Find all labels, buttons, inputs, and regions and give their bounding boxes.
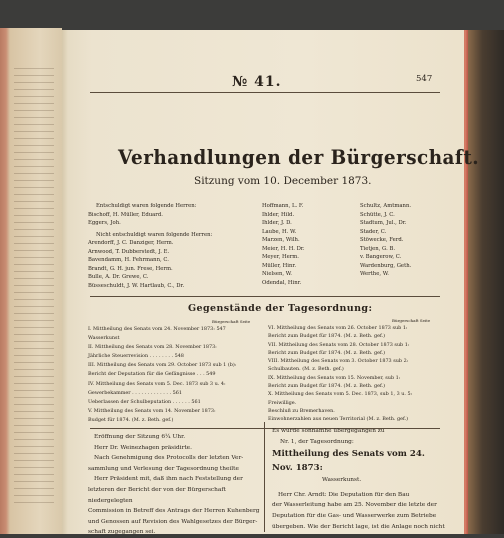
agenda-item: VIII. Mittheilung des Senats vom 3. October 1873 sub 2: [268, 358, 409, 365]
unexcused-line: Büsseschuldt, J. W. Hartlaub, C., Dr. [88, 282, 185, 289]
name-entry: Werthe, W. [360, 271, 389, 277]
motion-subheading: Wasserkunst. [322, 477, 362, 484]
agenda-item: Einwohnerzahlen aus neuen Territorial (M. z. Beth. gef.) [268, 416, 409, 423]
excused-line: Eggers, Joh. [88, 220, 121, 226]
agenda-right [268, 324, 444, 424]
body-line: Nach Genehmigung des Protocolls der letzten Ver- [94, 455, 244, 462]
agenda-item: I. Mittheilung des Senats vom 24. November 1873: 547 [88, 326, 226, 332]
previous-page-edge [0, 28, 62, 534]
issue-number: № 41. [232, 74, 282, 90]
body-line: letzteren der Bericht der von der Bürgerschaft niedergelegten [88, 486, 226, 504]
unexcused-line: Brandt, G. H. jun. Frese, Herm. [88, 265, 173, 272]
body-line: Eröffnung der Sitzung 6¼ Uhr. [94, 434, 186, 440]
name-entry: Müller, Hinr. [262, 262, 297, 269]
agenda-column-label-right: Bürgerschaft Seite [392, 318, 431, 323]
agenda-item: Schulbauten. (M. z. Beth. gef.) [268, 366, 344, 373]
agenda-column-label-left: Bürgerschaft Seite [212, 319, 251, 324]
name-entry: Ihlder, J. D. [262, 220, 292, 226]
body-line: Deputation für die Gas- und Wasserwerke zum Betriebe [272, 512, 437, 519]
agenda-item: Bericht zum Budget für 1874. (M. z. Beth. gef.) [268, 349, 386, 356]
agenda-item: Bericht zum Budget für 1874. (M. z. Beth. gef.) [268, 333, 386, 340]
agenda-title: Gegenstände der Tagesordnung: [188, 303, 373, 314]
header-rule [90, 92, 440, 93]
attendance-right [360, 202, 450, 279]
body-line: sammlung und Verlesung der Tagesordnung theilte [88, 465, 239, 472]
body-line: schaft zugegangen sei. [88, 529, 156, 536]
document-page [62, 30, 480, 536]
agenda-item: IX. Mittheilung des Senats vom 15. November, sub 1: [268, 374, 401, 381]
body-line: Herr Dr. Weinezhagen präsidirte. [94, 444, 192, 451]
agenda-item: Beschluß zu Bremerhaven. [268, 407, 335, 414]
name-entry: Stadtum, Jul., Dr. [360, 220, 407, 226]
name-entry: Stöwecke, Ferd. [360, 237, 404, 243]
body-line: übergeben. Wie der Bericht lage, ist die Anlage noch nicht [272, 523, 445, 530]
agenda-item: Bericht der Deputation für die Gefängnisse . . . 549 [88, 371, 216, 378]
name-entry: Ihlder, Hild. [262, 211, 295, 218]
page-title: Verhandlungen der Bürgerschaft. [118, 145, 480, 169]
page-subtitle: Sitzung vom 10. December 1873. [194, 175, 372, 187]
motion-heading: Mittheilung des Senats vom 24. Nov. 1873: [272, 449, 425, 474]
agenda-item: Jährliche Steuerrevision . . . . . . . . 548 [88, 353, 184, 360]
body-left [88, 432, 260, 538]
unexcused-line: Arnwood, T. Dubberstedt, J. E. [88, 248, 170, 255]
unexcused-heading: Nicht entschuldigt waren folgende Herren: [96, 231, 213, 238]
agenda-item: III. Mittheilung des Senats vom 29. October 1873 sub 1 (b): [88, 362, 237, 369]
name-entry: Laube, H. W. [262, 228, 297, 235]
name-entry: v. Bangerow, C. [360, 254, 402, 260]
agenda-item: Bericht zum Budget für 1874. (M. z. Beth. gef.) [268, 383, 386, 390]
body-line: Es wurde sonnamhe übergegangen zu [272, 428, 385, 434]
body-line: der Wasserleitung habe am 25. November die letzte der [272, 502, 437, 509]
name-entry: Stader, C. [360, 228, 387, 235]
name-entry: Odendal, Hinr. [262, 279, 302, 286]
agenda-item: VI. Mittheilung des Senats vom 26. October 1873 sub 1: [268, 325, 408, 331]
name-entry: Schultz, Amtmann. [360, 203, 412, 209]
agenda-item: Ueberlassen der Schulbeputation . . . . . . 561 [88, 398, 201, 405]
agenda-item: VII. Mittheilung des Senats vom 28. October 1873 sub 1: [268, 341, 410, 348]
column-divider [264, 422, 265, 532]
body-line: und Genossen auf Revision des Wahlgesetzes der Bürger- [88, 518, 258, 525]
agenda-item: IV. Mittheilung des Senats vom 5. Dec. 1873 sub 3 u. 4: [88, 380, 226, 387]
agenda-item: II. Mittheilung des Senats vom 28. November 1873: [88, 344, 217, 351]
attendance-middle [262, 202, 352, 287]
page-number: 547 [416, 74, 433, 84]
body-line: Herr Chr. Arndt: Die Deputation für den Bau [278, 491, 410, 498]
agenda-left [88, 325, 262, 425]
body-right [272, 426, 448, 532]
book-edge [468, 30, 504, 534]
agenda-item: Wasserkunst [88, 335, 120, 342]
name-entry: Marzen, Wilh. [262, 237, 300, 243]
attendance-left [88, 202, 248, 290]
name-entry: Nielsen, W. [262, 271, 292, 277]
excused-line: Bischoff, H. Müller, Eduard. [88, 211, 163, 218]
body-line: Herr Präsident mit, daß ihm nach Feststellung der [94, 476, 243, 483]
unexcused-line: Bavendamm, H. Fehrmann, C. [88, 257, 169, 263]
name-entry: Meyer, Herm. [262, 254, 299, 260]
name-entry: Hoffmann, L. F. [262, 203, 304, 209]
unexcused-line: Bulle, A. Dr. Grewe, C. [88, 274, 149, 280]
section-rule [90, 296, 440, 297]
unexcused-line: Arendorff, J. C. Danziger, Herm. [88, 240, 174, 246]
body-line: Commission in Betreff des Antrags der Herren Kuhenberg [88, 508, 260, 515]
agenda-item: X. Mittheilung des Senats vom 5. Dec. 1873, sub 1, 3 u. 5: [268, 391, 413, 398]
agenda-item: Gewerbekammer . . . . . . . . . . . . . 561 [88, 389, 182, 396]
agenda-item: V. Mittheilung des Senats vom 14. November 1873: [88, 407, 216, 414]
agenda-item: Budget für 1874. (M. z. Beth. gef.) [88, 416, 174, 423]
name-entry: Meier, H. H. Dr. [262, 245, 305, 252]
agenda-item: Freiwillige. [268, 399, 297, 406]
name-entry: Schütte, J. C. [360, 211, 395, 218]
excused-heading: Entschuldigt waren folgende Herren: [96, 203, 197, 209]
body-line: Nr. 1, der Tagesordnung: [280, 438, 354, 445]
name-entry: Wardenburg, Geth. [360, 262, 412, 269]
name-entry: Tietjen, G. B. [360, 245, 396, 252]
